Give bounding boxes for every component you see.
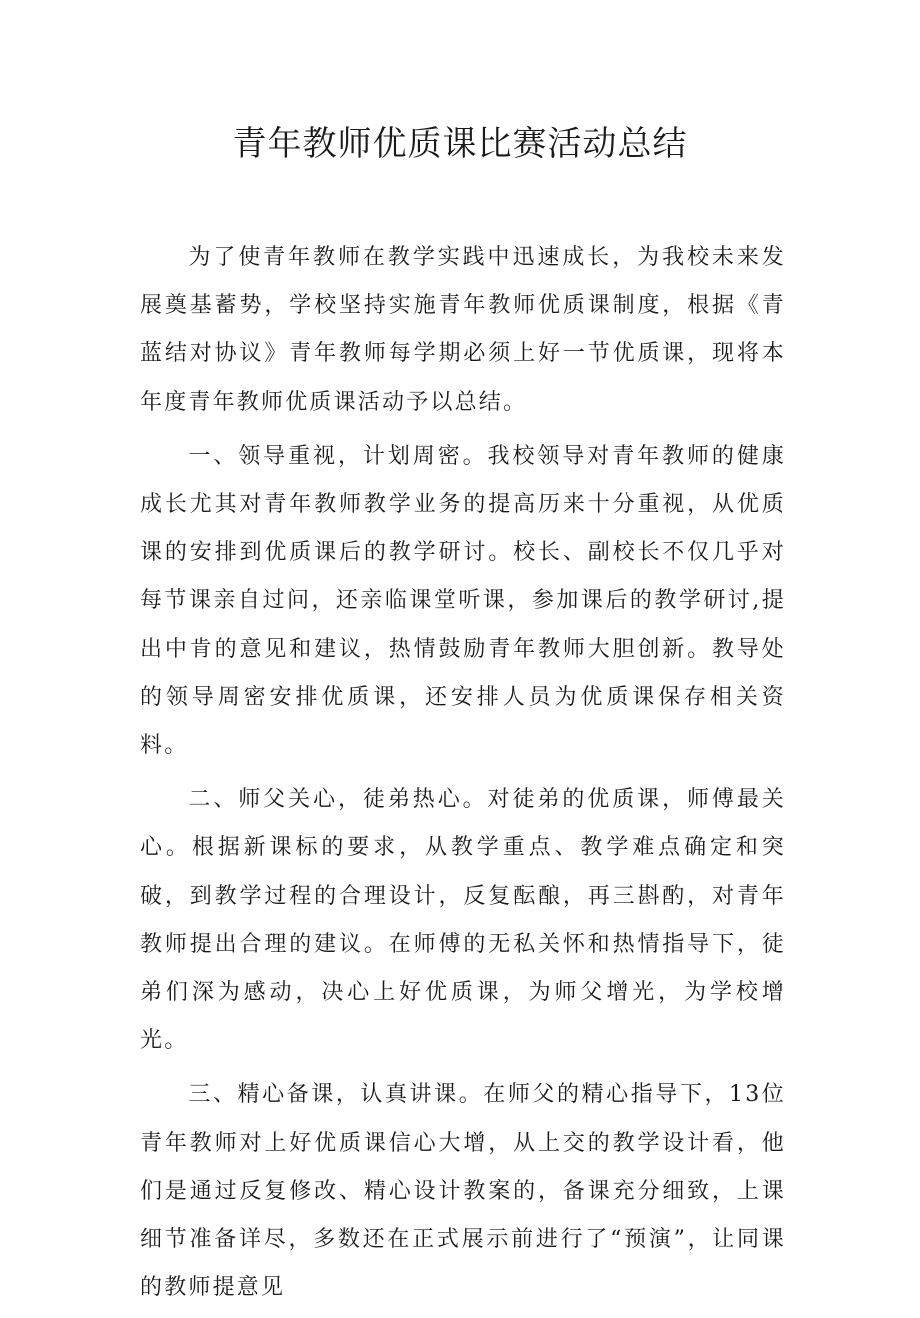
paragraph-section-3: 三、精心备课，认真讲课。在师父的精心指导下，13位青年教师对上好优质课信心大增，从上交的教学设计看，他们是通过反复修改、精心设计教案的，备课充分细致，上课细节准备详尽，多数还在正式展示前进行了“预演”，让同课的教师提意见 [140, 1082, 786, 1301]
paragraph-section-2: 二、师父关心，徒弟热心。对徒弟的优质课，师傅最关心。根据新课标的要求，从教学重点、教学难点确定和突破，到教学过程的合理设计，反复酝酿，再三斟酌，对青年教师提出合理的建议。在师傅的无私关怀和热情指导下，徒弟们深为感动，决心上好优质课，为师父增光，为学校增光。 [140, 787, 786, 1054]
document-title: 青年教师优质课比赛活动总结 [232, 124, 688, 164]
paragraph-intro: 为了使青年教师在教学实践中迅速成长，为我校未来发展奠基蓄势，学校坚持实施青年教师优质课制度，根据《青蓝结对协议》青年教师每学期必须上好一节优质课，现将本年度青年教师优质课活动予以总结。 [140, 245, 786, 415]
document-body [140, 234, 786, 1318]
paragraph-section-1: 一、领导重视，计划周密。我校领导对青年教师的健康成长尤其对青年教师教学业务的提高历来十分重视，从优质课的安排到优质课后的教学研讨。校长、副校长不仅几乎对每节课亲自过问，还亲临课堂听课，参加课后的教学研讨,提出中肯的意见和建议，热情鼓励青年教师大胆创新。教导处的领导周密安排优质课，还安排人员为优质课保存相关资料。 [140, 443, 786, 759]
